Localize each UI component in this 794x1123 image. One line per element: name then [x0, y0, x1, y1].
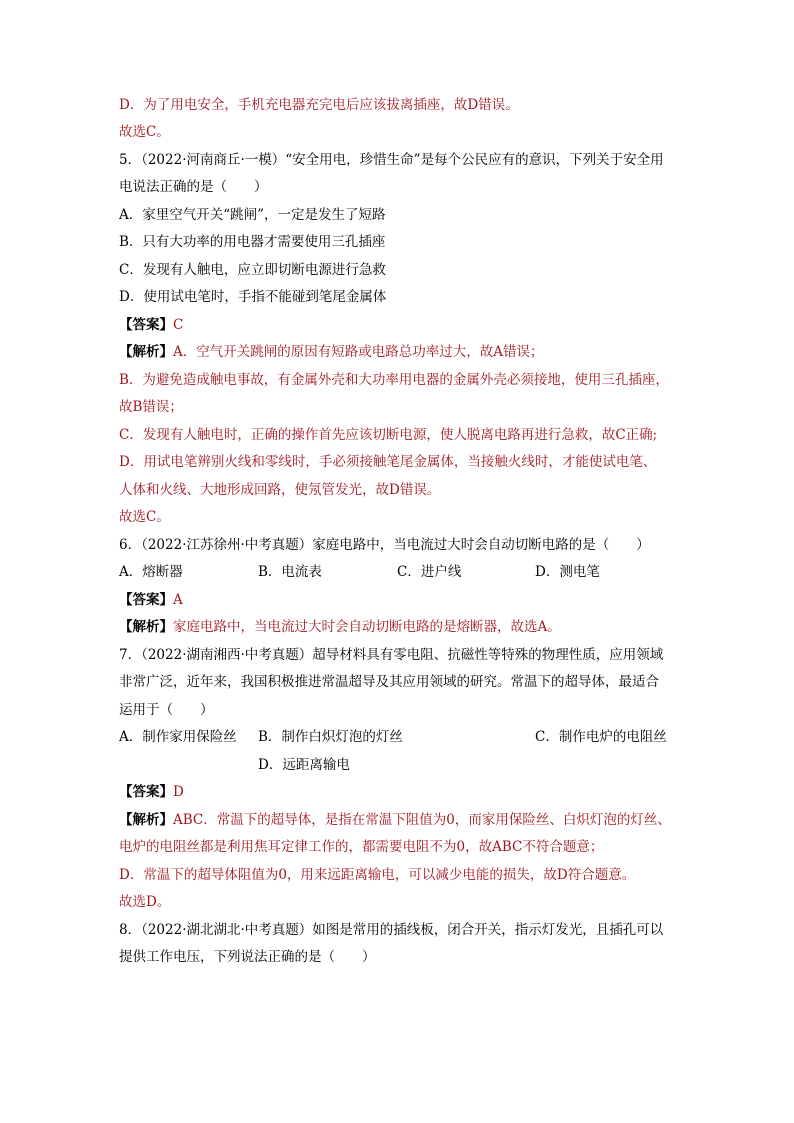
q5-option-A: A．家里空气开关“跳闸”，一定是发生了短路	[119, 207, 386, 223]
q6-option-B: B．电流表	[258, 564, 322, 580]
explanation-tag: 【解析】	[119, 619, 173, 635]
answer-value: A	[173, 592, 183, 608]
answer-tag: 【答案】	[119, 592, 173, 608]
q7-option-D: D．远距离输电	[258, 757, 350, 773]
answer-tag: 【答案】	[119, 784, 173, 800]
answer-tag: 【答案】	[119, 317, 173, 333]
q6-stem: 6．（2022·江苏徐州·中考真题）家庭电路中，当电流过大时会自动切断电路的是（ ）	[119, 537, 650, 553]
q8-stem-line1: 8．（2022·湖北湖北·中考真题）如图是常用的插线板，闭合开关，指示灯发光，且插孔可以	[119, 922, 664, 938]
q7-stem-line2: 非常广泛，近年来，我国积极推进常温超导及其应用领域的研究。常温下的超导体，最适合	[119, 674, 659, 690]
q7-answer	[119, 782, 184, 802]
q7-explanation-line3: D．常温下的超导体阻值为0，用来远距离输电，可以减少电能的损失，故D符合题意。	[119, 867, 636, 883]
q5-explanation-line5: D．用试电笔辨别火线和零线时，手必须接触笔尾金属体，当接触火线时，才能使试电笔、	[119, 454, 657, 470]
q7-option-A: A．制作家用保险丝	[119, 729, 237, 745]
explanation-tag: 【解析】	[119, 344, 173, 360]
explanation-text: A．空气开关跳闸的原因有短路或电路总功率过大，故A错误；	[173, 344, 544, 360]
q5-stem-line1: 5．（2022·河南商丘·一模）“安全用电，珍惜生命”是每个公民应有的意识，下列关于安全用	[119, 152, 664, 168]
q5-explanation-line4: C．发现有人触电时，正确的操作首先应该切断电源，使人脱离电路再进行急救，故C正确;	[119, 427, 658, 443]
answer-value: C	[173, 317, 184, 333]
answer-value: D	[173, 784, 184, 800]
q5-option-D: D．使用试电笔时，手指不能碰到笔尾金属体	[119, 289, 387, 305]
q5-option-C: C．发现有人触电，应立即切断电源进行急救	[119, 262, 386, 278]
q7-option-C: C．制作电炉的电阻丝	[535, 729, 667, 745]
q5-explanation-line1	[119, 342, 544, 362]
q5-conclusion: 故选C。	[119, 509, 170, 525]
q5-explanation-line3: 故B错误；	[119, 399, 183, 415]
q7-stem-line1: 7．（2022·湖南湘西·中考真题）超导材料具有零电阻、抗磁性等特殊的物理性质，应用领域	[119, 647, 664, 663]
q6-option-A: A．熔断器	[119, 564, 183, 580]
q4-explanation-D: D．为了用电安全，手机充电器充完电后应该拔离插座，故D错误。	[119, 97, 519, 113]
q7-explanation-line2: 电炉的电阻丝都是利用焦耳定律工作的，都需要电阻不为0，故ABC不符合题意；	[119, 839, 604, 855]
q7-option-B: B．制作白炽灯泡的灯丝	[258, 729, 403, 745]
q5-explanation-line6: 人体和火线、大地形成回路，使氖管发光，故D错误。	[119, 482, 441, 498]
explanation-text: ABC．常温下的超导体，是指在常温下阻值为0，而家用保险丝、白炽灯泡的灯丝、	[173, 812, 671, 828]
q5-stem-line2: 电说法正确的是（ ）	[119, 179, 268, 195]
q6-option-D: D．测电笔	[535, 564, 600, 580]
q5-option-B: B．只有大功率的用电器才需要使用三孔插座	[119, 234, 386, 250]
q4-conclusion: 故选C。	[119, 124, 170, 140]
q5-answer	[119, 315, 183, 335]
q6-option-C: C．进户线	[397, 564, 462, 580]
q5-explanation-line2: B．为避免造成触电事故，有金属外壳和大功率用电器的金属外壳必须接地，使用三孔插座，	[119, 372, 669, 388]
explanation-tag: 【解析】	[119, 812, 173, 828]
explanation-text: 家庭电路中，当电流过大时会自动切断电路的是熔断器，故选A。	[173, 619, 561, 635]
q8-stem-line2: 提供工作电压，下列说法正确的是（ ）	[119, 949, 376, 965]
q6-answer	[119, 590, 183, 610]
q7-conclusion: 故选D。	[119, 894, 171, 910]
q6-explanation	[119, 617, 561, 637]
q7-explanation-line1	[119, 810, 671, 830]
q7-stem-line3: 运用于（ ）	[119, 702, 214, 718]
